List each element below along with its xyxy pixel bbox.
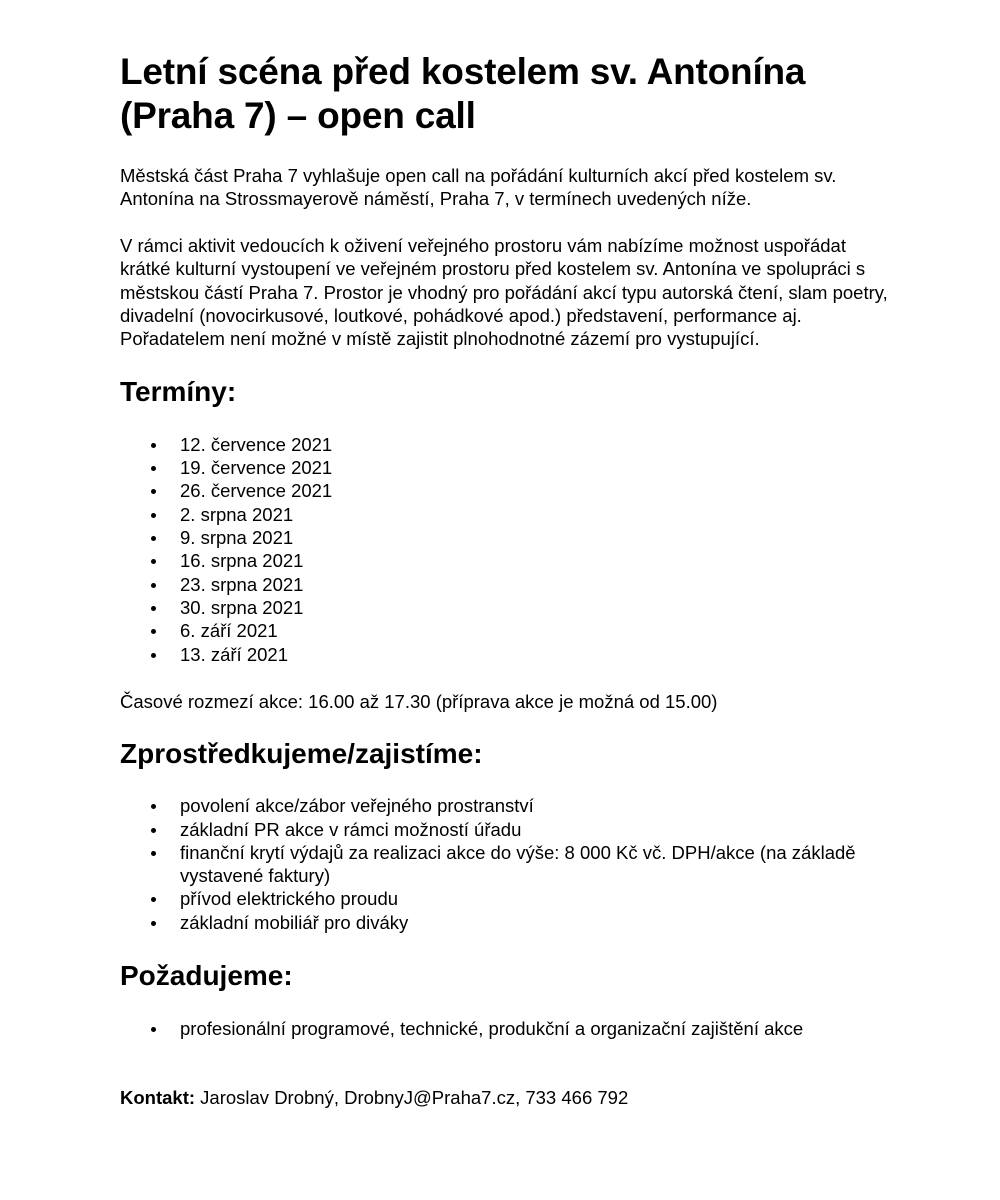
- provide-item: přívod elektrického proudu: [120, 887, 890, 910]
- time-range: Časové rozmezí akce: 16.00 až 17.30 (příprava akce je možná od 15.00): [120, 690, 718, 712]
- require-list: [120, 1017, 890, 1040]
- date-item: 6. září 2021: [120, 619, 890, 642]
- page-title: Letní scéna před kostelem sv. Antonína (Praha 7) – open call: [120, 51, 806, 136]
- provide-item: základní PR akce v rámci možností úřadu: [120, 818, 890, 841]
- contact-label: Kontakt:: [120, 1087, 196, 1109]
- contact-value: Jaroslav Drobný, DrobnyJ@Praha7.cz, 733 466 792: [195, 1087, 629, 1109]
- provide-list: [120, 794, 890, 934]
- date-item: 2. srpna 2021: [120, 503, 890, 526]
- provide-item: základní mobiliář pro diváky: [120, 911, 890, 934]
- document-page: [120, 50, 890, 1110]
- require-heading: Požadujeme:: [120, 960, 293, 991]
- require-item: profesionální programové, technické, produkční a organizační zajištění akce: [120, 1017, 890, 1040]
- provide-item: finanční krytí výdajů za realizaci akce do výše: 8 000 Kč vč. DPH/akce (na základě vystavené faktury): [120, 841, 890, 888]
- date-item: 12. července 2021: [120, 433, 890, 456]
- description-paragraph: V rámci aktivit vedoucích k oživení veřejného prostoru vám nabízíme možnost uspořádat krátké kulturní vystoupení ve veřejném prostoru před kostelem sv. Antonína ve spolupráci s městskou částí Praha 7. Prostor je vhodný pro pořádání akcí typu autorská čtení, slam poetry, divadelní (novocirkusové, loutkové, pohádkové apod.) představení, performance aj. Pořadatelem není možné v místě zajistit plnohodnotné zázemí pro vystupující.: [120, 234, 888, 350]
- date-item: 19. července 2021: [120, 456, 890, 479]
- intro-paragraph: Městská část Praha 7 vyhlašuje open call na pořádání kulturních akcí před kostelem sv. Antonína na Strossmayerově náměstí, Praha 7, v termínech uvedených níže.: [120, 165, 837, 210]
- provide-item: povolení akce/zábor veřejného prostranství: [120, 794, 890, 817]
- provide-heading: Zprostředkujeme/zajistíme:: [120, 738, 483, 770]
- terms-list: [120, 433, 890, 666]
- date-item: 26. července 2021: [120, 479, 890, 502]
- date-item: 23. srpna 2021: [120, 573, 890, 596]
- date-item: 16. srpna 2021: [120, 549, 890, 572]
- date-item: 9. srpna 2021: [120, 526, 890, 549]
- terms-heading: Termíny:: [120, 375, 237, 407]
- date-item: 30. srpna 2021: [120, 596, 890, 619]
- date-item: 13. září 2021: [120, 643, 890, 666]
- contact-line: [120, 1086, 890, 1109]
